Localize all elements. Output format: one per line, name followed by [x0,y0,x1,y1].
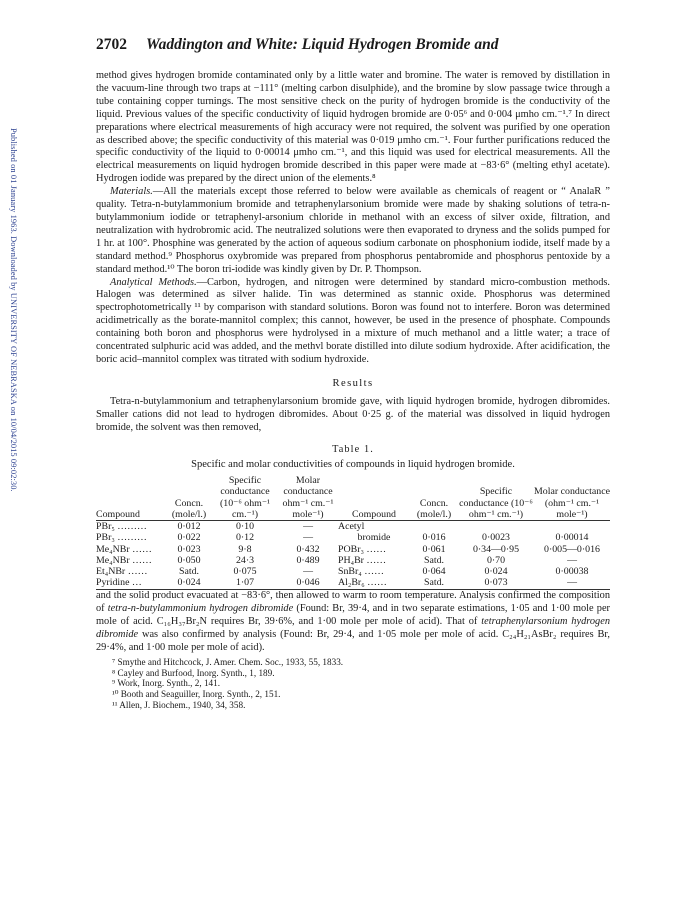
header-molar-conductance: Molar conductance ohm⁻¹ cm.⁻¹ mole⁻¹) [278,475,338,520]
table-cell: 9·8 [238,543,252,555]
journal-page [96,36,610,711]
running-title: Waddington and White: Liquid Hydrogen Bromide and [146,36,499,53]
table-cell: — [303,565,313,577]
footnote-references [96,657,610,711]
table-cell: 0·050 [177,554,201,566]
table-label: Table 1. [332,444,374,456]
analysis-text-a: and the solid product evacuated at −83·6°, then allowed to warm to room temperature. Analysis confirmed the composition of [96,590,610,615]
header-compound-2: Compound [338,475,410,520]
table-cell: 0·064 [422,565,446,577]
download-watermark [6,128,18,628]
materials-text: —All the materials except those referred to below were available as chemicals of reagent or “ AnalaR ” quality. Tetra-n-butylammonium bromide and tetraphenylarsonium bromide were made by shaking solutions of tetra-n-butylammonium iodide or tetraphenyl-arsonium chloride in methanol with an excess of silver oxide, filtration, and neutralization with hydrobromic acid. The neutralized solutions were then evaporated to dryness and the solids pumped for 1 hr. at 100°. Phosphine was generated by the action of aqueous sodium carbonate on phosphonium iodide, itself made by a standard method.⁹ Phosphorus oxybromide was prepared from phosphorus pentabromide and phosphorus pentoxide by a standard method.¹⁰ The boron tri-iodide was kindly given by Dr. P. Thompson. [96,186,610,275]
table-row [96,577,610,590]
table-cell: — [534,577,610,590]
table-cell: 0·70 [486,554,506,566]
table-cell: 0·024 [166,577,212,590]
table-cell: 0·016 [422,532,446,544]
table-cell: 0·00014 [555,532,589,544]
table-cell: 0·023 [177,543,201,555]
paragraph-analysis [96,590,610,655]
table-cell: 24·3 [235,554,255,566]
table-cell: — [303,532,313,544]
paragraph-preparation: method gives hydrogen bromide contaminated only by a little water and bromine. The water is removed by distillation in the vacuum-line through two traps at −111° (melting carbon disulphide), and the bromine by slow passage twice through a tube containing copper turnings. The most sensitive check on the purity of hydrogen bromide is the conductivity of the liquid. Previous values of the specific conductivity of liquid hydrogen bromide are 0·05⁶ and 0·004 μmho cm.⁻¹.⁷ In direct preparations where electrical measurements of high accuracy were not required, the solvent was purified by one operation as described above; the specific conductivity of this material was 0·019 μmho cm.⁻¹. Four further purifications reduced the specific conductivity of the liquid to 0·00014 μmho cm.⁻¹, and this liquid was used for electrical measurements. All the electrical measurements on liquid hydrogen bromide described in this paper were made at −83·6° (melting ethyl acetate). Hydrogen iodide was prepared by the direct union of the elements.⁸ [96,70,610,185]
analysis-text-b: (Found: Br, 39·4, and in two separate estimations, 1·05 and 1·00 mole per mole of acid. C₁₆H₃₇Br₂N requires Br, 39·6%, and 1·00 mole per mole of acid). That of [96,603,611,628]
download-watermark-text: Published on 01 January 1963. Downloaded by UNIVERSITY OF NEBRASKA on 10/04/2015 09:02:30. [9,128,18,492]
table-cell: 0·00038 [555,565,589,577]
table-cell: — [567,554,577,566]
compound-name-1: tetra-n-butylammonium hydrogen dibromide [107,603,294,615]
table-cell: Me₄NBr …… [96,554,152,566]
reference-item: ⁸ Cayley and Burfood, Inorg. Synth., 1, 189. [112,667,275,678]
table-cell: 0·432 [296,543,320,555]
header-compound: Compound [96,475,166,520]
table-cell: 0·12 [235,532,255,544]
table-cell: Pyridine … [96,577,166,590]
table-cell: 0·005—0·016 [544,543,600,555]
reference-item: ¹⁰ Booth and Seaguiller, Inorg. Synth., 2, 151. [112,689,281,700]
table-cell: PBr₅ ……… [96,521,147,533]
reference-item: ¹¹ Allen, J. Biochem., 1940, 34, 358. [112,700,246,711]
table-cell: 0·012 [177,521,201,533]
header-specific-conductance-2: Specific conductance (10⁻⁶ ohm⁻¹ cm.⁻¹) [458,475,534,520]
table-cell: Al₂Br₆ …… [338,577,410,590]
page-header [96,36,610,60]
table-cell: 1·07 [212,577,278,590]
table-cell [410,521,458,533]
analytical-methods-heading: Analytical Methods. [110,276,197,288]
reference-item: ⁹ Work, Inorg. Synth., 2, 141. [112,678,221,689]
table-row [96,521,610,533]
paragraph-analytical-methods [96,277,610,367]
analysis-text-c: was also confirmed by analysis (Found: Br, 29·4, and 1·05 mole per mole of acid. C₂₄H₂₁AsBr₂ requires Br, 29·4%, and 1·00 mole per mole of acid). [96,629,610,653]
table-row [96,555,610,566]
table-cell: 0·489 [296,554,320,566]
table-cell: 0·10 [235,521,255,533]
table-cell: 0·075 [233,565,257,577]
page-number: 2702 [96,36,127,53]
conductivity-table [96,475,610,590]
table-caption: Specific and molar conductivities of compounds in liquid hydrogen bromide. [191,459,515,471]
table-cell: POBr₃ …… [338,543,387,555]
table-cell: — [303,521,313,533]
table-cell: PH₄Br …… [338,554,387,566]
reference-item: ⁷ Smythe and Hitchcock, J. Amer. Chem. Soc., 1933, 55, 1833. [112,656,344,667]
table-cell: 0·061 [422,543,446,555]
table-cell: bromide [357,532,391,544]
table-row [96,566,610,577]
table-cell [458,521,534,533]
table-cell: Satd. [178,565,200,577]
table-cell: Acetyl [338,521,365,533]
table-cell: PBr₃ ……… [96,532,147,544]
header-specific-conductance: Specific conductance (10⁻⁶ ohm⁻¹ cm.⁻¹) [212,475,278,520]
table-cell [534,521,610,533]
table-cell: 0·073 [458,577,534,590]
table-row [96,532,610,543]
table-cell: Me₄NBr …… [96,543,152,555]
analytical-methods-text: —Carbon, hydrogen, and nitrogen were determined by standard micro-combustion methods. Halogen was determined as silver halide. Tin was determined as stannic oxide. Phosphorus was determined spectrophotometrically ¹¹ by comparison with standard solutions. Boron was found not to interfere. Boron was determined acidimetrically as the borate-mannitol complex; this cannot, however, be used in the presence of phosphate. Compounds containing both boron and phosphorus were hydrolysed in a mixture of much methanol and a little water; a trace of concentrated sulphuric acid was added, and the methvl borate distilled into dilute sodium hydroxide. After acidification, the boric acid–mannitol complex was titrated with sodium hydroxide. [96,276,610,365]
header-concn-2: Concn. (mole/l.) [410,475,458,520]
table-cell: 0·0023 [482,532,510,544]
article-body [96,70,610,711]
table-cell: 0·34—0·95 [472,543,520,555]
table-row [96,544,610,555]
table-cell: SnBr₄ …… [338,565,384,577]
table-cell: 0·022 [177,532,201,544]
paragraph-results: Tetra-n-butylammonium and tetraphenylarsonium bromide gave, with liquid hydrogen bromide, hydrogen dibromides. Smaller cations did not lead to hydrogen dibromides. About 0·25 g. of the material was dissolved in liquid hydrogen bromide, the solvent was then removed, [96,395,610,433]
results-heading: Results [332,377,374,389]
table-cell: Satd. [423,554,445,566]
compound-name-2: tetraphenylarsonium hydrogen dibromide [96,616,610,641]
paragraph-materials [96,186,610,276]
header-molar-conductance-2: Molar conductance (ohm⁻¹ cm.⁻¹ mole⁻¹) [534,475,610,520]
header-concn: Concn. (mole/l.) [166,475,212,520]
table-cell: Et₄NBr …… [96,565,148,577]
table-cell: Satd. [410,577,458,590]
table-cell: 0·024 [484,565,508,577]
materials-heading: Materials. [110,186,153,198]
table-cell: 0·046 [278,577,338,590]
